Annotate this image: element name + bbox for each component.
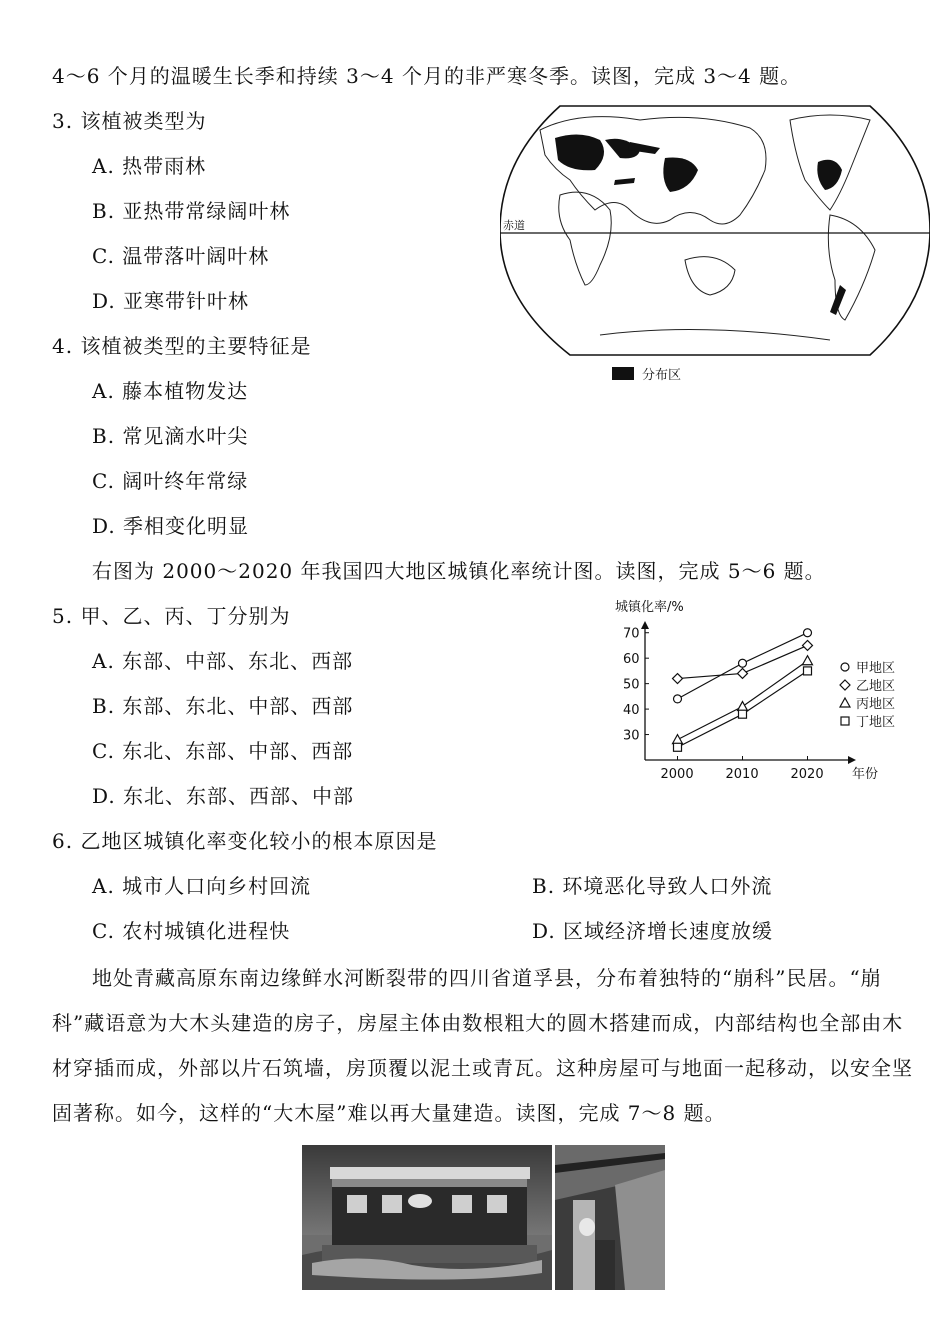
- x-axis-arrow: [848, 756, 856, 764]
- passage3-line-4: 固著称。如今，这样的“大木屋”难以再大量建造。读图，完成 7～8 题。: [52, 1101, 726, 1125]
- passage3-line-2: 科”藏语意为大木头建造的房子，房屋主体由数根粗大的圆木搭建而成，内部结构也全部由木: [52, 1011, 904, 1035]
- q5-stem: 5. 甲、乙、丙、丁分别为: [52, 604, 291, 628]
- legend-label-2: 丙地区: [856, 697, 896, 712]
- series-2-point-2: [803, 656, 813, 665]
- x-tick-label-2000: 2000: [660, 767, 694, 782]
- world-vegetation-map: [500, 100, 930, 390]
- chart-x-label: 年份: [852, 767, 879, 782]
- legend-marker-0: [841, 663, 849, 671]
- y-tick-label-40: 40: [623, 703, 640, 719]
- q6-option-a[interactable]: A. 城市人口向乡村回流: [92, 874, 312, 898]
- q4-option-d[interactable]: D. 季相变化明显: [92, 514, 250, 538]
- q3-option-c[interactable]: C. 温带落叶阔叶林: [92, 244, 270, 268]
- legend-label-0: 甲地区: [856, 661, 896, 676]
- q6-option-c[interactable]: C. 农村城镇化进程快: [92, 919, 291, 943]
- series-0-point-0: [674, 695, 682, 703]
- legend-label: 分布区: [642, 368, 682, 383]
- legend-marker-1: [840, 680, 850, 690]
- q5-option-c[interactable]: C. 东北、东部、中部、西部: [92, 739, 354, 763]
- q6-option-d[interactable]: D. 区域经济增长速度放缓: [532, 919, 774, 943]
- y-tick-label-50: 50: [623, 677, 640, 693]
- series-0-point-1: [739, 659, 747, 667]
- q3-option-d[interactable]: D. 亚寒带针叶林: [92, 289, 250, 313]
- q4-option-a[interactable]: A. 藤本植物发达: [92, 379, 249, 403]
- legend-swatch: [612, 367, 634, 380]
- q5-option-a[interactable]: A. 东部、中部、东北、西部: [92, 649, 354, 673]
- series-3-point-1: [739, 710, 747, 718]
- q5-option-d[interactable]: D. 东北、东部、西部、中部: [92, 784, 355, 808]
- series-2-point-1: [738, 702, 748, 711]
- y-axis-arrow: [641, 621, 649, 629]
- passage2: 右图为 2000～2020 年我国四大地区城镇化率统计图。读图，完成 5～6 题。: [92, 559, 826, 583]
- legend-marker-2: [840, 698, 850, 707]
- series-1-point-1: [738, 668, 748, 678]
- y-tick-label-60: 60: [623, 652, 640, 668]
- q4-option-c[interactable]: C. 阔叶终年常绿: [92, 469, 249, 493]
- equator-label: 赤道: [503, 219, 525, 232]
- chart-y-label: 城镇化率/%: [615, 600, 684, 615]
- passage3-line-1: 地处青藏高原东南边缘鲜水河断裂带的四川省道孚县，分布着独特的“崩科”民居。“崩: [92, 966, 882, 990]
- interior-photo: [555, 1145, 665, 1290]
- legend-label-1: 乙地区: [856, 679, 896, 694]
- y-tick-label-70: 70: [623, 626, 640, 642]
- legend-marker-3: [841, 717, 849, 725]
- q4-option-b[interactable]: B. 常见滴水叶尖: [92, 424, 249, 448]
- q3-option-a[interactable]: A. 热带雨林: [92, 154, 207, 178]
- series-1-point-2: [803, 640, 813, 650]
- series-3-point-2: [804, 667, 812, 675]
- x-tick-label-2020: 2020: [790, 767, 824, 782]
- x-tick-label-2010: 2010: [725, 767, 759, 782]
- series-0-point-2: [804, 629, 812, 637]
- y-tick-label-30: 30: [623, 728, 640, 744]
- q6-option-b[interactable]: B. 环境恶化导致人口外流: [532, 874, 773, 898]
- q4-stem: 4. 该植被类型的主要特征是: [52, 334, 312, 358]
- series-2-point-0: [673, 735, 683, 744]
- q6-stem: 6. 乙地区城镇化率变化较小的根本原因是: [52, 829, 438, 853]
- series-3-point-0: [674, 743, 682, 751]
- intro-line: 4～6 个月的温暖生长季和持续 3～4 个月的非严寒冬季。读图，完成 3～4 题。: [52, 64, 802, 88]
- q3-option-b[interactable]: B. 亚热带常绿阔叶林: [92, 199, 291, 223]
- legend-label-3: 丁地区: [856, 715, 896, 730]
- q3-stem: 3. 该植被类型为: [52, 109, 207, 133]
- series-1-point-0: [673, 674, 683, 684]
- q5-option-b[interactable]: B. 东部、东北、中部、西部: [92, 694, 354, 718]
- urbanization-chart: [600, 595, 920, 795]
- passage3-line-3: 材穿插而成，外部以片石筑墙，房顶覆以泥土或青瓦。这种房屋可与地面一起移动，以安全坚: [52, 1056, 913, 1080]
- house-photo: [302, 1145, 552, 1290]
